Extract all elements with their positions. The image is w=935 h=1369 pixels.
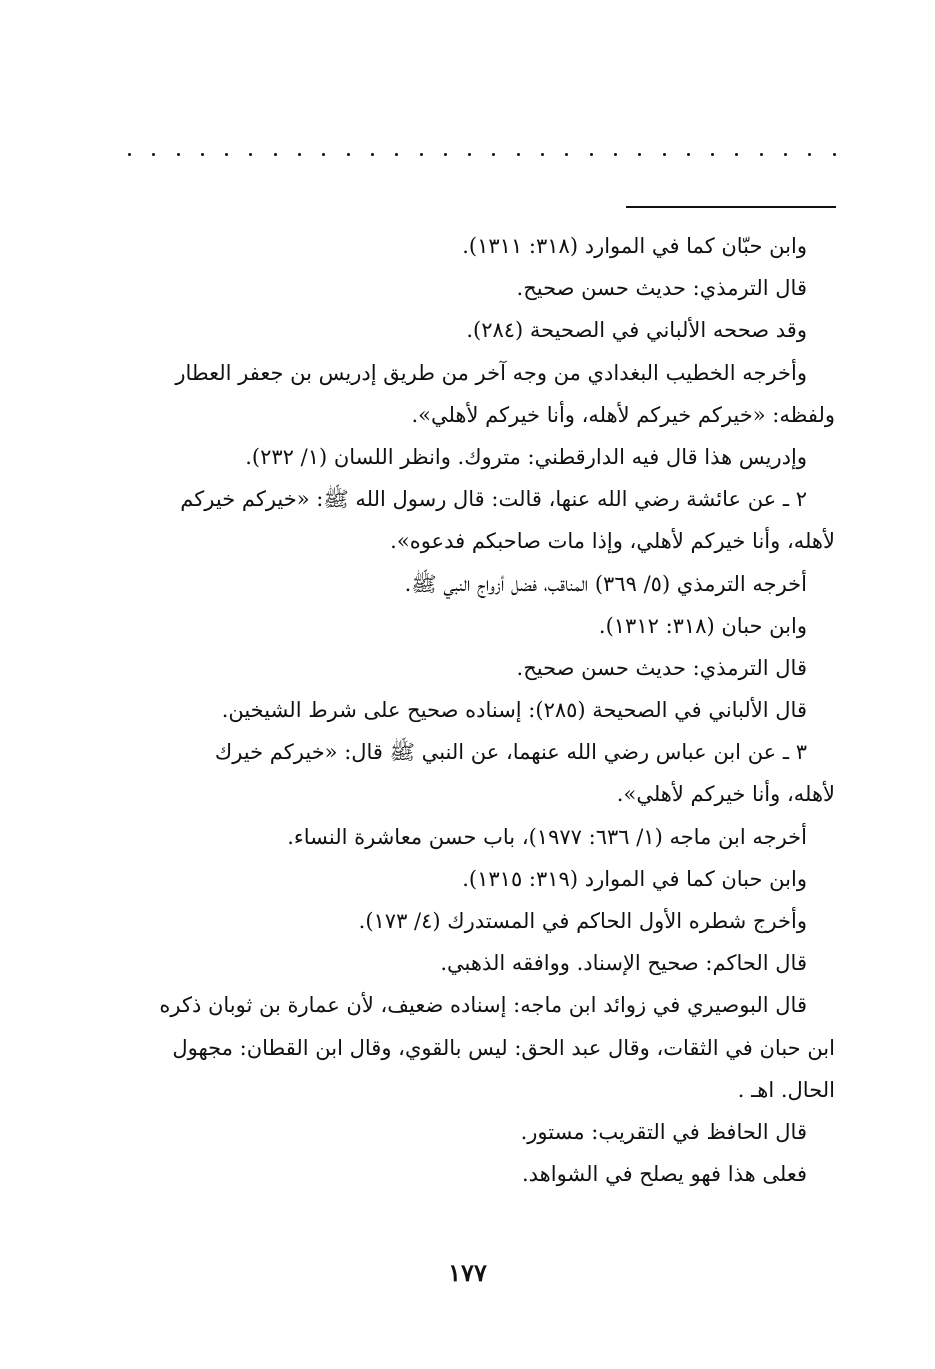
text-line: ولفظه: «خيركم خيركم لأهله، وأنا خيركم لأهلي».	[411, 402, 835, 427]
text-line: وقد صححه الألباني في الصحيحة (٢٨٤).	[466, 318, 807, 343]
text-line: قال الحافظ في التقريب: مستور.	[520, 1119, 807, 1144]
text-line: وإدريس هذا قال فيه الدارقطني: متروك. وانظر اللسان (١/ ٢٣٢).	[245, 444, 807, 469]
text-line: لأهله، وأنا خيركم لأهلي، وإذا مات صاحبكم فدعوه».	[390, 529, 835, 554]
footnote-rule	[626, 206, 836, 208]
separator-dot	[663, 153, 666, 156]
text-line: وأخرجه الخطيب البغدادي من وجه آخر من طريق إدريس بن جعفر العطار	[175, 360, 807, 385]
separator-dot	[541, 153, 544, 156]
text-line: ٢ ـ عن عائشة رضي الله عنها، قالت: قال رسول الله ﷺ: «خيركم خيركم	[180, 487, 807, 512]
separator-dot	[298, 153, 301, 156]
separator-dot	[152, 153, 155, 156]
text-line: أخرجه ابن ماجه (١/ ٦٣٦: ١٩٧٧)، باب حسن معاشرة النساء.	[287, 824, 807, 849]
separator-dot	[420, 153, 423, 156]
text-line: وابن حبان (٣١٨: ١٣١٢).	[598, 613, 807, 638]
text-line: قال الحاكم: صحيح الإسناد. ووافقه الذهبي.	[440, 951, 807, 976]
separator-dot	[735, 153, 738, 156]
separator-dots	[128, 146, 836, 162]
separator-dot	[395, 153, 398, 156]
text-line: أخرجه الترمذي (٥/ ٣٦٩) المناقب، فضل أزواج النبي ﷺ.	[404, 571, 807, 596]
text-line: قال الترمذي: حديث حسن صحيح.	[516, 655, 807, 680]
separator-dot	[638, 153, 641, 156]
text-line: ابن حبان في الثقات، وقال عبد الحق: ليس بالقوي، وقال ابن القطان: مجهول	[172, 1035, 835, 1060]
separator-dot	[468, 153, 471, 156]
text-line: لأهله، وأنا خيركم لأهلي».	[616, 782, 835, 807]
text-line: وأخرج شطره الأول الحاكم في المستدرك (٤/ ١٧٣).	[358, 909, 807, 933]
separator-dot	[833, 153, 836, 156]
text-line: وابن حبّان كما في الموارد (٣١٨: ١٣١١).	[462, 234, 807, 258]
separator-dot	[128, 153, 131, 156]
page-number: ١٧٧	[448, 1258, 487, 1287]
text-line: ٣ ـ عن ابن عباس رضي الله عنهما، عن النبي ﷺ قال: «خيركم خيرك	[214, 740, 807, 765]
separator-dot	[492, 153, 495, 156]
separator-dot	[590, 153, 593, 156]
text-line: قال الألباني في الصحيحة (٢٨٥): إسناده صحيح على شرط الشيخين.	[221, 698, 807, 723]
separator-dot	[784, 153, 787, 156]
separator-dot	[371, 153, 374, 156]
separator-dot	[444, 153, 447, 156]
separator-dot	[201, 153, 204, 156]
footnote-text-block	[115, 225, 835, 1195]
text-line: الحال. اهـ .	[737, 1077, 835, 1102]
text-line: وابن حبان كما في الموارد (٣١٩: ١٣١٥).	[462, 866, 807, 891]
text-line: قال الترمذي: حديث حسن صحيح.	[516, 276, 807, 301]
separator-dot	[687, 153, 690, 156]
separator-dot	[347, 153, 350, 156]
separator-dot	[177, 153, 180, 156]
separator-dot	[225, 153, 228, 156]
separator-dot	[517, 153, 520, 156]
separator-dot	[322, 153, 325, 156]
separator-dot	[711, 153, 714, 156]
text-line: فعلى هذا فهو يصلح في الشواهد.	[521, 1162, 807, 1187]
text-line: قال البوصيري في زوائد ابن ماجه: إسناده ضعيف، لأن عمارة بن ثوبان ذكره	[159, 993, 807, 1018]
separator-dot	[249, 153, 252, 156]
separator-dot	[614, 153, 617, 156]
separator-dot	[274, 153, 277, 156]
separator-dot	[565, 153, 568, 156]
separator-dot	[760, 153, 763, 156]
separator-dot	[808, 153, 811, 156]
